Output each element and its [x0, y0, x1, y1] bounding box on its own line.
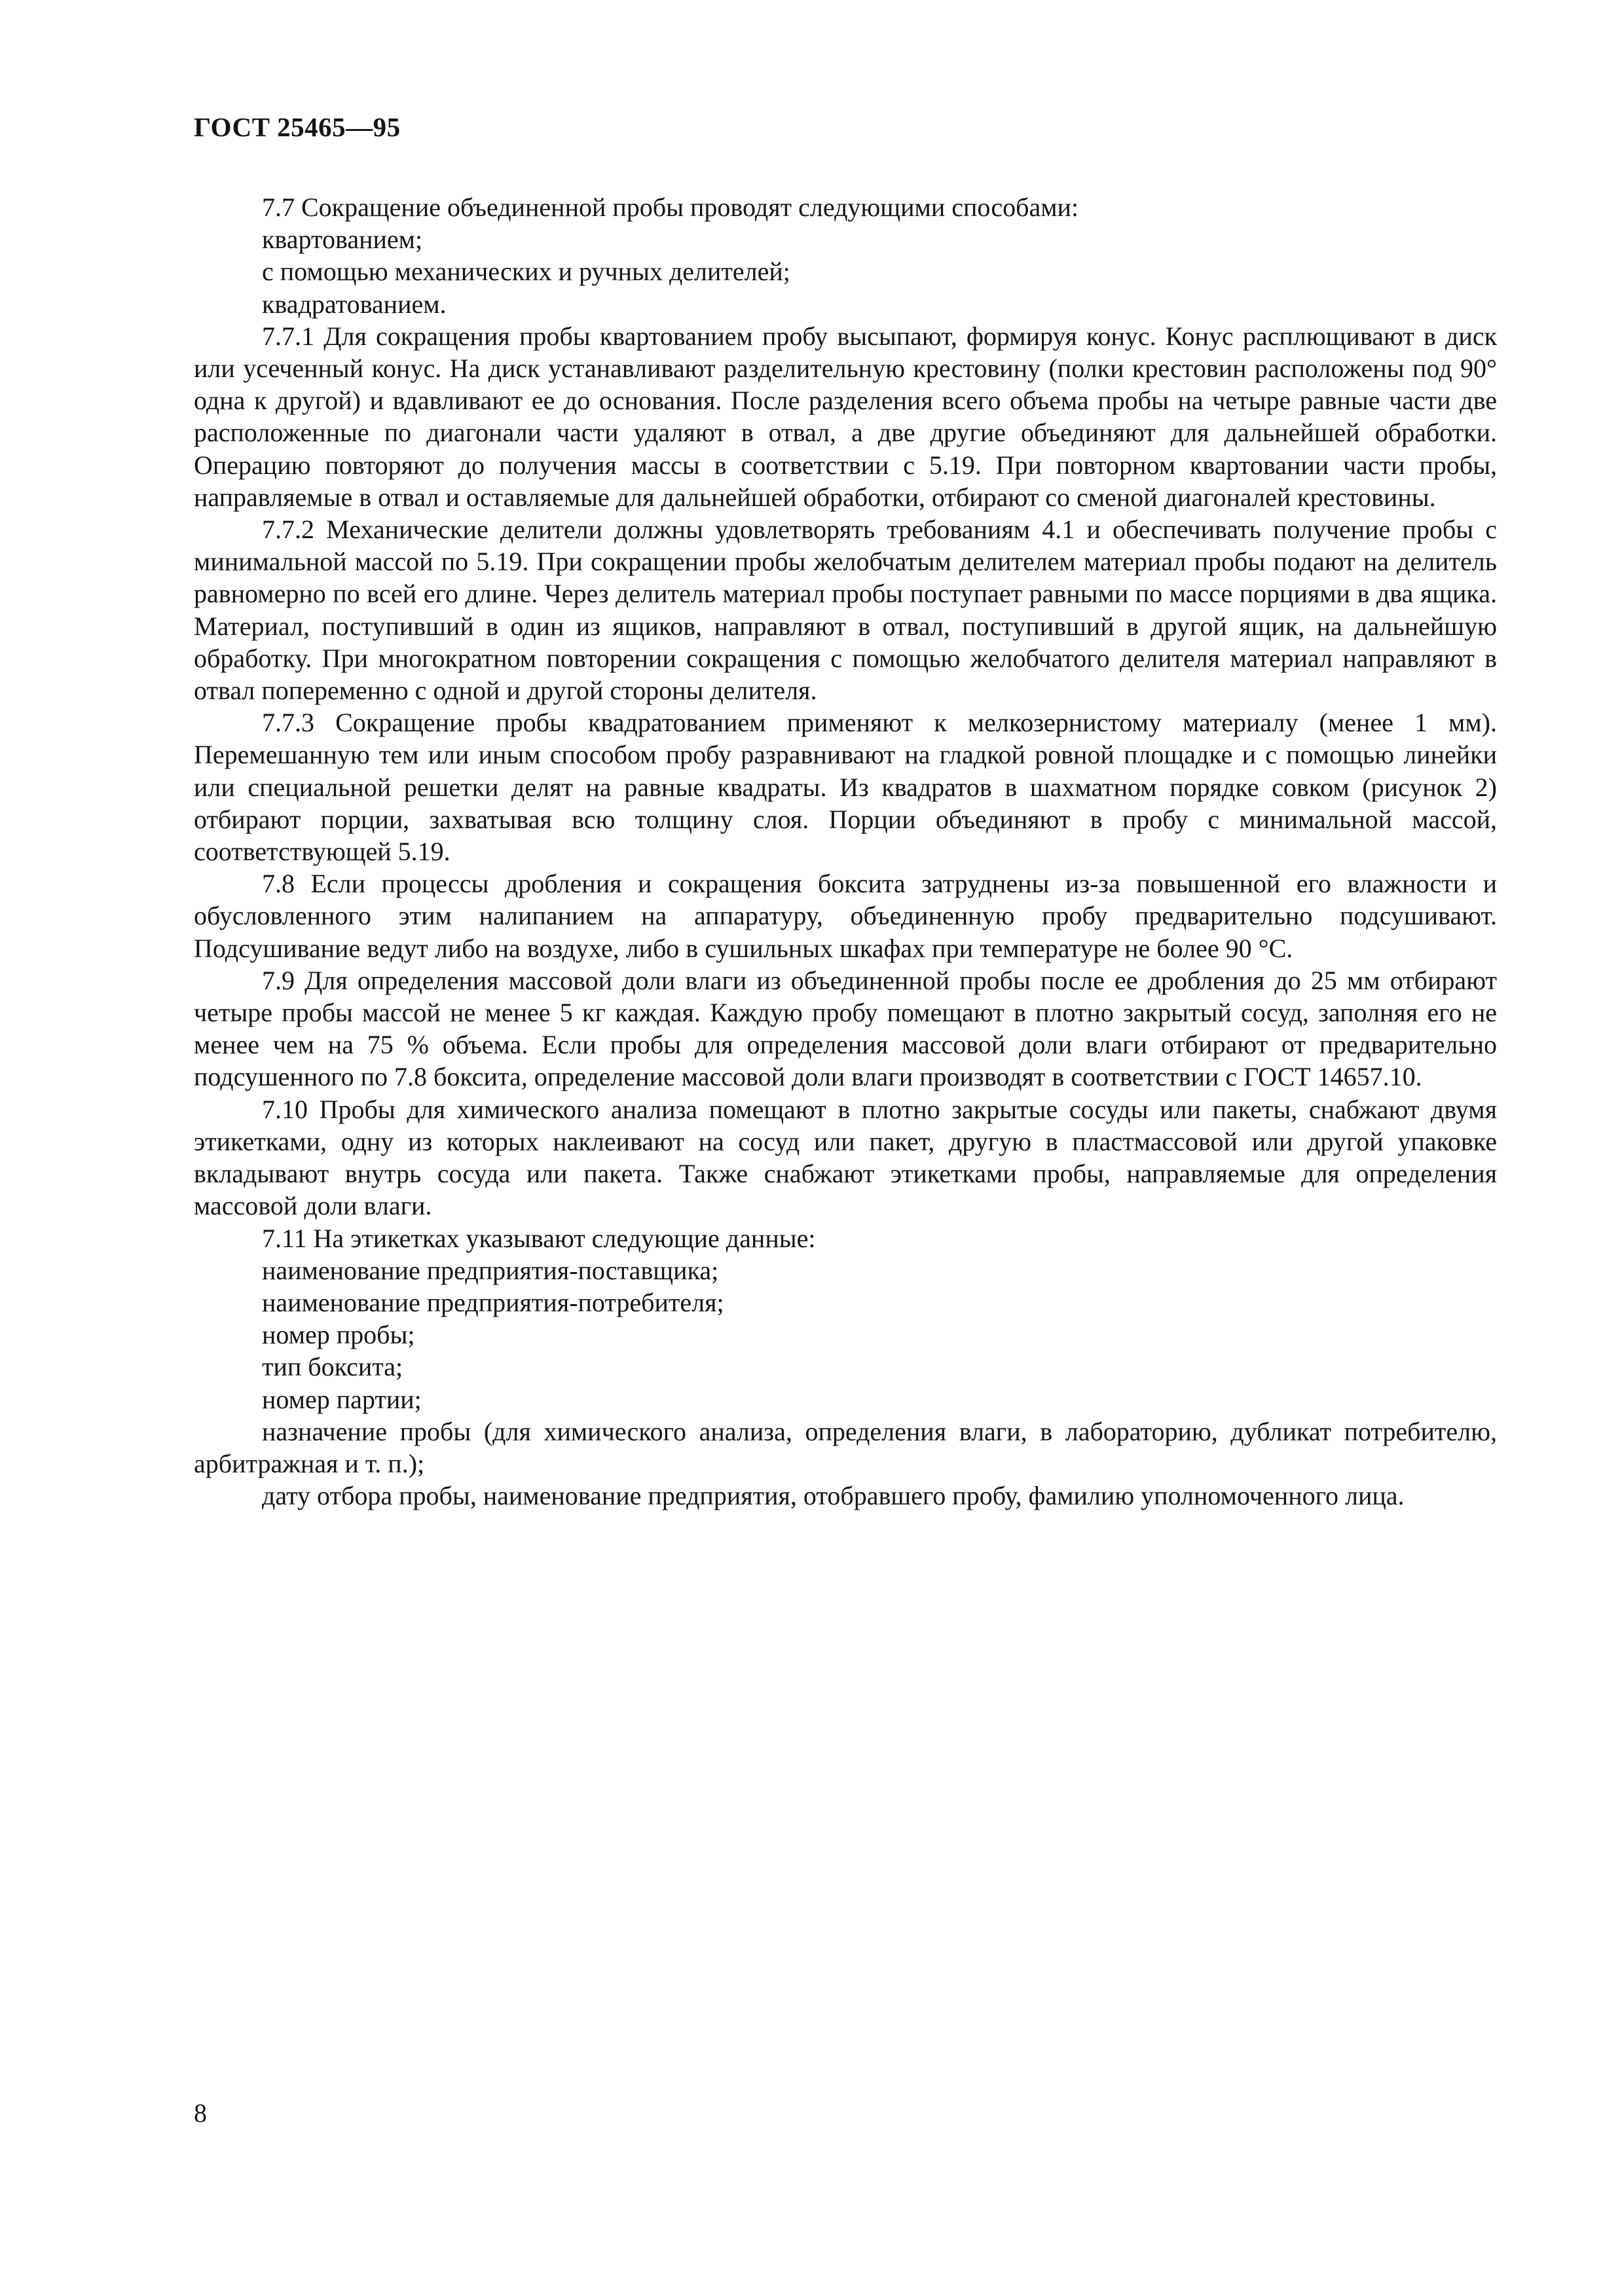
- list-item: квадратованием.: [262, 289, 447, 319]
- list-item: наименование предприятия-потребителя;: [262, 1287, 724, 1317]
- list-item: дату отбора пробы, наименование предприятия, отобравшего пробу, фамилию уполномоченного лица.: [262, 1481, 1405, 1511]
- paragraph-7-7-1: 7.7.1 Для сокращения пробы квартованием пробу высыпают, формируя конус. Конус расплющивают в диск или усеченный конус. На диск устанавливают разделительную крестовину (полки крестовин расположены под 90° одна к другой) и вдавливают ее до основания. После разделения всего объема пробы на четыре равные части две расположенные по диагонали части удаляют в отвал, а две другие объединяют для дальнейшей обработки. Операцию повторяют до получения массы в соответствии с 5.19. При повторном квартовании части пробы, направляемые в отвал и оставляемые для дальнейшей обработки, отбирают со сменой диагоналей крестовины.: [194, 321, 1497, 512]
- list-item: номер пробы;: [262, 1320, 415, 1350]
- document-header: ГОСТ 25465—95: [194, 112, 401, 142]
- document-body: [194, 191, 1497, 1512]
- list-item: наименование предприятия-поставщика;: [262, 1255, 719, 1285]
- paragraph-7-7-2: 7.7.2 Механические делители должны удовлетворять требованиям 4.1 и обеспечивать получение пробы с минимальной массой по 5.19. При сокращении пробы желобчатым делителем материал пробы подают на делитель равномерно по всей его длине. Через делитель материал пробы поступает равными по массе порциями в два ящика. Материал, поступивший в один из ящиков, направляют в отвал, поступивший в другой ящик, на дальнейшую обработку. При многократном повторении сокращения с помощью желобчатого делителя материал направляют в отвал попеременно с одной и другой стороны делителя.: [194, 515, 1497, 706]
- paragraph-7-9: 7.9 Для определения массовой доли влаги из объединенной пробы после ее дробления до 25 мм отбирают четыре пробы массой не менее 5 кг каждая. Каждую пробу помещают в плотно закрытый сосуд, заполняя его не менее чем на 75 % объема. Если пробы для определения массовой доли влаги отбирают от предварительно подсушенного по 7.8 боксита, определение массовой доли влаги производят в соответствии с ГОСТ 14657.10.: [194, 965, 1497, 1092]
- list-item: квартованием;: [262, 225, 423, 255]
- list-item: тип боксита;: [262, 1352, 403, 1382]
- list-item: номер партии;: [262, 1384, 422, 1414]
- page-number: 8: [194, 2098, 207, 2128]
- paragraph-7-8: 7.8 Если процессы дробления и сокращения боксита затруднены из-за повышенной его влажности и обусловленного этим налипанием на аппаратуру, объединенную пробу предварительно подсушивают. Подсушивание ведут либо на воздухе, либо в сушильных шкафах при температуре не более 90 °С.: [194, 869, 1497, 963]
- paragraph-7-10: 7.10 Пробы для химического анализа помещают в плотно закрытые сосуды или пакеты, снабжают двумя этикетками, одну из которых наклеивают на сосуд или пакет, другую в пластмассовой или другой упаковке вкладывают внутрь сосуда или пакета. Также снабжают этикетками пробы, направляемые для определения массовой доли влаги.: [194, 1094, 1497, 1221]
- paragraph-7-7: 7.7 Сокращение объединенной пробы проводят следующими способами:: [262, 192, 1079, 222]
- paragraph-7-7-3: 7.7.3 Сокращение пробы квадратованием применяют к мелкозернистому материалу (менее 1 мм). Перемешанную тем или иным способом пробу разравнивают на гладкой ровной площадке и с помощью линейки или специальной решетки делят на равные квадраты. Из квадратов в шахматном порядке совком (рисунок 2) отбирают порции, захватывая всю толщину слоя. Порции объединяют в пробу с минимальной массой, соответствующей 5.19.: [194, 708, 1497, 867]
- list-item: назначение пробы (для химического анализа, определения влаги, в лабораторию, дубликат потребителю, арбитражная и т. п.);: [194, 1416, 1497, 1478]
- paragraph-7-11: 7.11 На этикетках указывают следующие данные:: [262, 1223, 816, 1253]
- list-item: с помощью механических и ручных делителей;: [262, 257, 790, 287]
